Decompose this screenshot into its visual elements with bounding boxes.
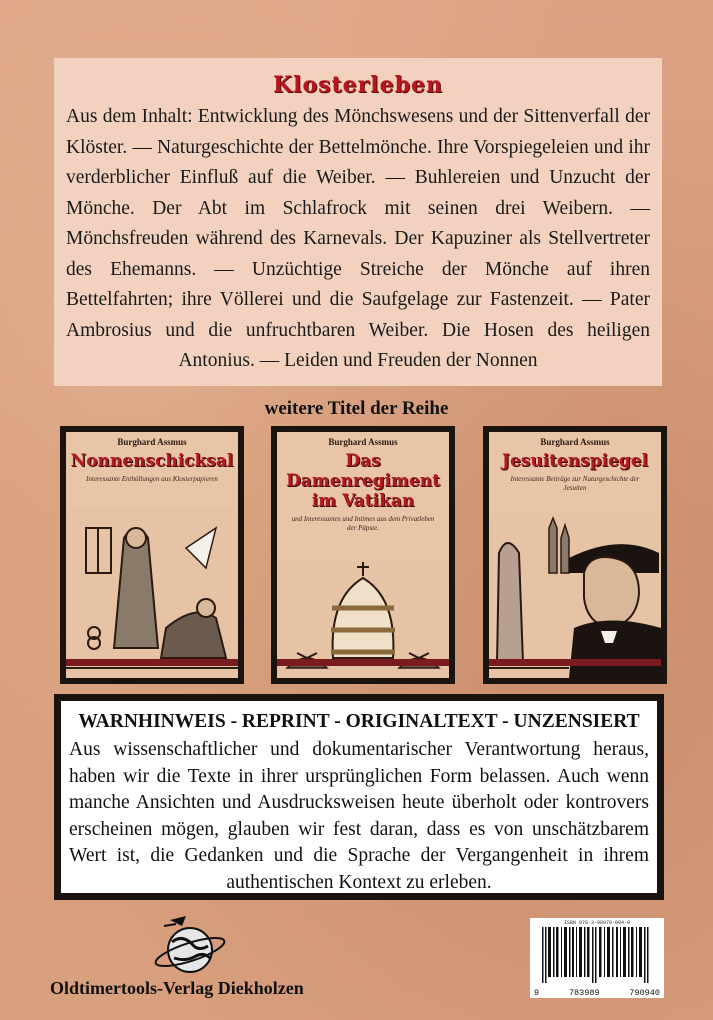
book-band <box>66 659 238 666</box>
barcode-digits-left: 783989 <box>568 988 600 998</box>
book-cover-subtitle: Interessante Enthüllungen aus Klosterpapieren <box>86 475 218 483</box>
globe-rocket-logo-icon <box>152 912 230 978</box>
isbn-label: ISBN 978-3-98979-094-0 <box>563 920 630 926</box>
book-band <box>277 659 449 666</box>
description-panel <box>54 58 662 386</box>
book-cover-title: Jesuitenspiegel <box>501 451 649 471</box>
series-book-jesuitenspiegel[interactable] <box>483 426 667 684</box>
warning-inner <box>61 701 657 893</box>
warning-text: Aus wissenschaftlicher und dokumentarischer Verantwortung heraus, haben wir die Texte in ihrer ursprünglichen Form belassen. Auch wenn manche Ansichten und Ausdrucksweisen heute überholt oder kontrovers erscheinen mögen, glauben wir fest daran, dass es von unschätzbarem Wert ist, die Gedanken und die Sprache der Vergangenheit in ihrem authentischen Kontext zu erleben. <box>69 739 649 893</box>
book-title: Klosterleben <box>272 72 444 98</box>
monk-and-nun-illustration <box>66 508 238 678</box>
barcode-digits-right: 790940 <box>629 988 660 998</box>
book-cover <box>66 432 238 678</box>
book-cover <box>277 432 449 678</box>
barcode-digits <box>534 988 660 998</box>
barcode-bars <box>534 927 660 983</box>
isbn-barcode <box>530 918 664 998</box>
jesuit-illustration <box>489 513 661 678</box>
series-heading: weitere Titel der Reihe <box>264 398 449 419</box>
series-book-nonnenschicksal[interactable] <box>60 426 244 684</box>
book-author: Burghard Assmus <box>117 437 187 447</box>
book-cover-subtitle: Interessante Beiträge zur Naturgeschichte der Jesuiten <box>510 475 640 492</box>
book-cover <box>489 432 661 678</box>
publisher-name: Oldtimertools-Verlag Diekholzen <box>50 978 304 998</box>
book-band <box>489 659 661 666</box>
book-description: Aus dem Inhalt: Entwicklung des Mönchswesens und der Sittenverfall der Klöster. — Naturgeschichte der Bettelmönche. Ihre Vorspiegeleien und ihr verderblicher Einfluß auf die Weiber. — Buhlereien und Unzucht der Mönche. Der Abt im Schlafrock mit seinen drei Weibern. — Mönchsfreuden während des Karnevals. Der Kapuziner als Stellvertreter des Ehemanns. — Unzüchtige Streiche der Mönche auf ihren Bettelfahrten; ihre Völlerei und die Saufgelage zur Fastenzeit. — Pater Ambrosius und die unfruchtbaren Weiber. Die Hosen des heiligen Antonius. — Leiden und Freuden der Nonnen <box>66 106 650 371</box>
book-author: Burghard Assmus <box>540 437 610 447</box>
series-book-damenregiment[interactable] <box>271 426 455 684</box>
book-cover-title: Das Damenregiment im Vatikan <box>285 451 441 511</box>
book-author: Burghard Assmus <box>328 437 398 447</box>
warning-title: WARNHINWEIS - REPRINT - ORIGINALTEXT - UNZENSIERT <box>78 711 640 732</box>
barcode-digit-first: 9 <box>534 988 540 998</box>
warning-box <box>54 694 664 900</box>
book-cover-title: Nonnenschicksal <box>70 451 234 471</box>
book-cover-subtitle: und Interessantes und Intimes aus dem Privatleben der Päpste. <box>291 515 435 532</box>
